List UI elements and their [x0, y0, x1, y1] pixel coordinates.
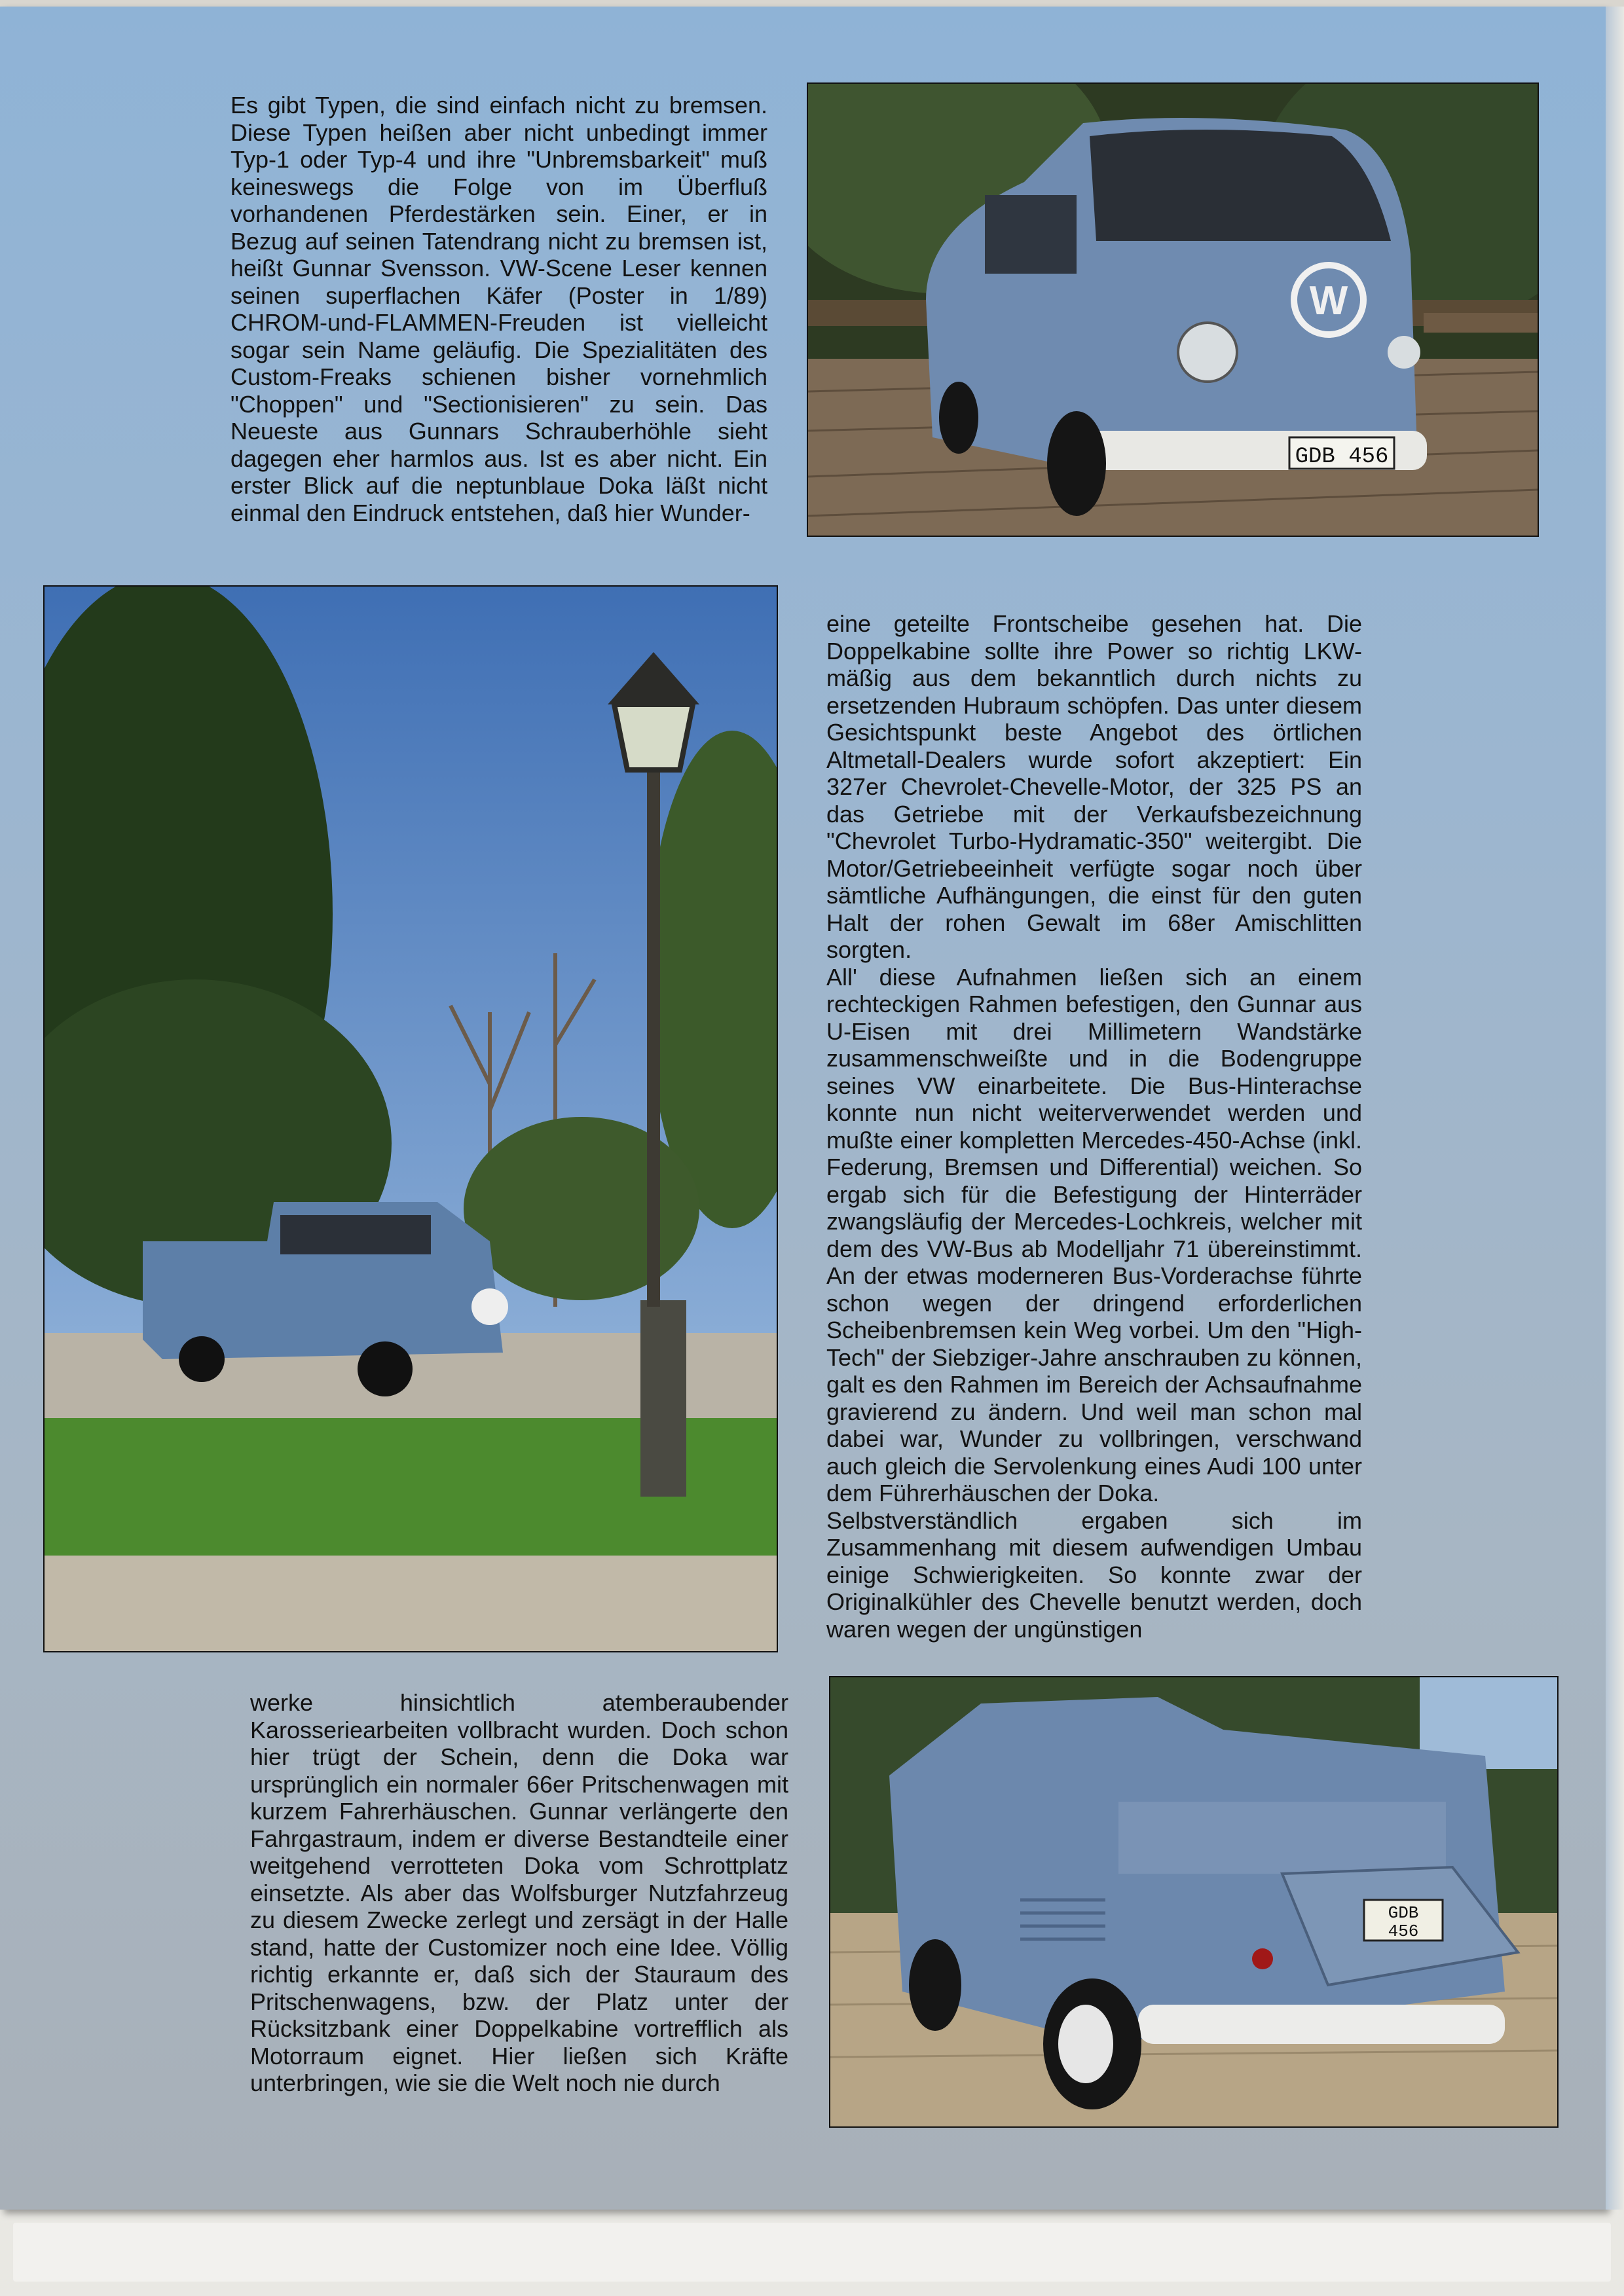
article-paragraph-axles: All' diese Aufnahmen ließen sich an einem rechteckigen Rahmen befestigen, den Gunnar aus U-Eisen mit drei Millimetern Wandstärke zusammenschweißte und in die Bodengruppe seines VW einarbeitete. Die Bus-Hinterachse konnte nun nicht weiterverwendet werden und mußte einer kompletten Mercedes-450-Achse (inkl. Federung, Bremsen und Differential) weichen. So ergab sich für die Befestigung der Hinterräder zwangsläufig der Mercedes-Lochkreis, welcher mit dem des VW-Bus ab Modelljahr 71 übereinstimmt. An der etwas moderneren Bus-Vorderachse führte schon wegen der dringend erforderlichen Scheibenbremsen kein Weg vorbei. Um den "High-Tech" der Siebziger-Jahre anschrauben zu können, galt es den Rahmen im Bereich der Achsaufnahme gravierend zu ändern. Und weil man schon mal dabei war, Wunder zu vollbringen, verschwand auch gleich die Servolenkung eines Audi 100 unter dem Führerhäuschen der Doka. — [826, 963, 1362, 1506]
photo-bus-rear — [829, 1676, 1559, 2128]
svg-text:W: W — [1309, 278, 1348, 323]
article-text-block-bodywork — [250, 1689, 788, 2097]
page-edge — [1606, 7, 1624, 2210]
article-paragraph-difficulties: Selbstverständlich ergaben sich im Zusammenhang mit diesem aufwendigen Umbau einige Schwierigkeiten. So konnte zwar der Originalkühler des Chevelle benutzt werden, doch waren wegen der ungünstigen — [826, 1506, 1362, 1643]
article-text-block-engine — [826, 610, 1362, 1643]
photo-bus-park-lamppost — [43, 585, 778, 1652]
scan-bottom-strip — [13, 2223, 1611, 2282]
article-paragraph-engine: eine geteilte Frontscheibe gesehen hat. Die Doppelkabine sollte ihre Power so richtig LKW-mäßig aus dem bekanntlich durch nichts zu ersetzenden Hubraum schöpfen. Das unter diesem Gesichtspunkt beste Angebot des örtlichen Altmetall-Dealers wurde sofort akzeptiert: Ein 327er Chevrolet-Chevelle-Motor, der 325 PS an das Getriebe mit der Verkaufsbezeichnung "Chevrolet Turbo-Hydramatic-350" weitergibt. Die Motor/Getriebeeinheit verfügte sogar noch über sämtliche Aufhängungen, die einst für den guten Halt der rohen Gewalt im 68er Amischlitten sorgten. — [826, 610, 1362, 963]
front-license-plate: GDB 456 — [1295, 445, 1389, 469]
rear-plate-bottom: 456 — [1388, 1922, 1419, 1941]
photo-bus-front — [807, 82, 1539, 537]
article-text-block-intro — [231, 92, 767, 526]
rear-plate-top: GDB — [1388, 1903, 1419, 1923]
article-paragraph-bodywork: werke hinsichtlich atemberaubender Karosseriearbeiten vollbracht wurden. Doch schon hier trügt der Schein, denn die Doka war ursprünglich ein normaler 66er Pritschenwagen mit kurzem Fahrerhäuschen. Gunnar verlängerte den Fahrgastraum, indem er diverse Bestandteile einer weitgehend verrotteten Doka vom Schrottplatz einsetzte. Als aber das Wolfsburger Nutzfahrzeug zu diesem Zwecke zerlegt und zersägt in der Halle stand, hatte der Customizer noch eine Idee. Völlig richtig erkannte er, daß sich der Stauraum des Pritschenwagens, bzw. der Platz unter der Rücksitzbank einer Doppelkabine vortrefflich als Motorraum eignet. Hier ließen sich Kräfte unterbringen, wie sie die Welt noch nie durch — [250, 1689, 788, 2096]
article-paragraph-intro: Es gibt Typen, die sind einfach nicht zu bremsen. Diese Typen heißen aber nicht unbedingt immer Typ-1 oder Typ-4 und ihre "Unbremsbarkeit" muß keineswegs die Folge von im Überfluß vorhandenen Pferdestärken sein. Einer, er in Bezug auf seinen Tatendrang nicht zu bremsen ist, heißt Gunnar Svensson. VW-Scene Leser kennen seinen superflachen Käfer (Poster in 1/89) CHROM-und-FLAMMEN-Freuden ist vielleicht sogar sein Name geläufig. Die Spezialitäten des Custom-Freaks schienen bisher vornehmlich "Choppen" und "Sectionisieren" zu sein. Das Neueste aus Gunnars Schrauberhöhle sieht dagegen eher harmlos aus. Ist es aber nicht. Ein erster Blick auf die neptunblaue Doka läßt nicht einmal den Eindruck entstehen, daß hier Wunder- — [231, 92, 767, 526]
